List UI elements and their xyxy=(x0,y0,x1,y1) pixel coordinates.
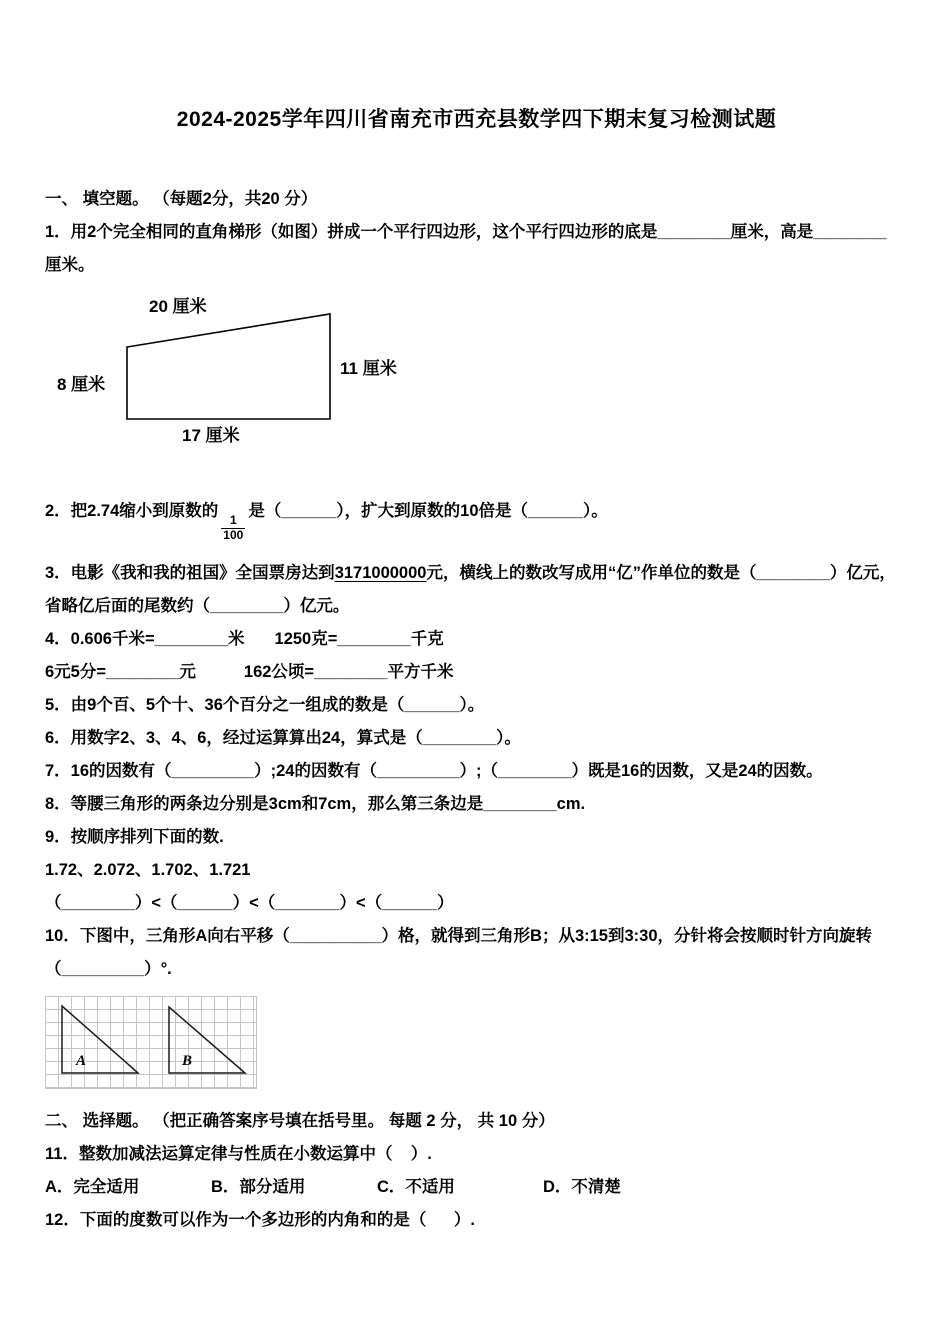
option-a: A．完全适用 xyxy=(45,1177,140,1196)
trapezoid-bottom-label: 17 厘米 xyxy=(182,426,240,445)
question-3-line1 xyxy=(45,557,908,590)
question-10-line2: （_________）°. xyxy=(45,959,172,978)
question-4-part2: 1250克=________千克 xyxy=(274,629,444,648)
question-4-part3: 6元5分=________元 xyxy=(45,662,196,681)
question-5: 5．由9个百、5个十、36个百分之一组成的数是（______）。 xyxy=(45,695,485,714)
fraction-numerator: 1 xyxy=(229,513,237,527)
option-c: C．不适用 xyxy=(377,1177,455,1196)
question-12: 12．下面的度数可以作为一个多边形的内角和的是（ ）. xyxy=(45,1210,475,1229)
question-8: 8．等腰三角形的两条边分别是3cm和7cm，那么第三条边是________cm. xyxy=(45,794,586,813)
page-title: 2024-2025学年四川省南充市西充县数学四下期末复习检测试题 xyxy=(176,108,777,131)
question-3-prefix: 3．电影《我和我的祖国》全国票房达到 xyxy=(45,563,335,582)
question-4-part4: 162公顷=________平方千米 xyxy=(243,662,454,681)
question-4-line1 xyxy=(45,623,908,656)
question-9-blanks: （________）<（______）<（_______）<（______） xyxy=(45,893,454,912)
underlined-number: 3171000000 xyxy=(334,563,427,582)
fraction-denominator: 100 xyxy=(223,527,244,542)
triangle-a-shape xyxy=(62,1006,138,1073)
question-2 xyxy=(45,495,908,543)
trapezoid-top-label: 20 厘米 xyxy=(149,297,207,316)
question-2-prefix: 2．把2.74缩小到原数的 xyxy=(45,502,219,520)
triangle-b-label: B xyxy=(182,1052,193,1069)
triangle-a-label: A xyxy=(76,1052,87,1069)
question-1-line1: 1．用2个完全相同的直角梯形（如图）拼成一个平行四边形，这个平行四边形的底是________厘米，高是________ xyxy=(45,223,887,241)
question-11-options xyxy=(45,1171,908,1204)
trapezoid-left-label: 8 厘米 xyxy=(57,375,106,394)
section2-heading: 二、 选择题。 （把正确答案序号填在括号里。 每题 2 分， 共 10 分） xyxy=(45,1111,555,1130)
trapezoid-svg xyxy=(49,297,469,452)
question-1-line2: 厘米。 xyxy=(45,256,95,274)
question-3-suffix: 元，横线上的数改写成用“亿”作单位的数是（________）亿元， xyxy=(426,563,896,582)
trapezoid-right-label: 11 厘米 xyxy=(340,359,397,378)
question-3-line2: 省略亿后面的尾数约（________）亿元。 xyxy=(45,596,350,615)
trapezoid-figure xyxy=(49,297,908,457)
section1-heading: 一、 填空题。 （每题2分，共20 分） xyxy=(45,190,318,208)
question-4-line2 xyxy=(45,656,908,689)
question-11: 11．整数加减法运算定律与性质在小数运算中（ ）. xyxy=(45,1144,432,1163)
question-10-line1: 10．下图中，三角形A向右平移（__________）格，就得到三角形B；从3:15到3:30，分针将会按顺时针方向旋转 xyxy=(45,926,872,945)
question-6: 6．用数字2、3、4、6，经过运算算出24，算式是（________）。 xyxy=(45,728,521,747)
triangle-b-shape xyxy=(169,1007,245,1073)
option-b: B．部分适用 xyxy=(211,1177,306,1196)
question-4-part1: 4．0.606千米=________米 xyxy=(45,629,245,648)
question-2-suffix: 是（______），扩大到原数的10倍是（______）。 xyxy=(248,502,608,520)
option-d: D．不清楚 xyxy=(543,1177,621,1196)
grid-figure xyxy=(45,996,257,1089)
question-7: 7．16的因数有（_________）;24的因数有（_________）;（________）既是16的因数，又是24的因数。 xyxy=(45,761,823,780)
trapezoid-shape xyxy=(127,314,330,419)
question-9-numbers: 1.72、2.072、1.702、1.721 xyxy=(45,860,251,879)
triangles-svg xyxy=(45,996,257,1089)
question-9-intro: 9．按顺序排列下面的数. xyxy=(45,827,224,846)
fraction-1-100 xyxy=(221,514,245,543)
